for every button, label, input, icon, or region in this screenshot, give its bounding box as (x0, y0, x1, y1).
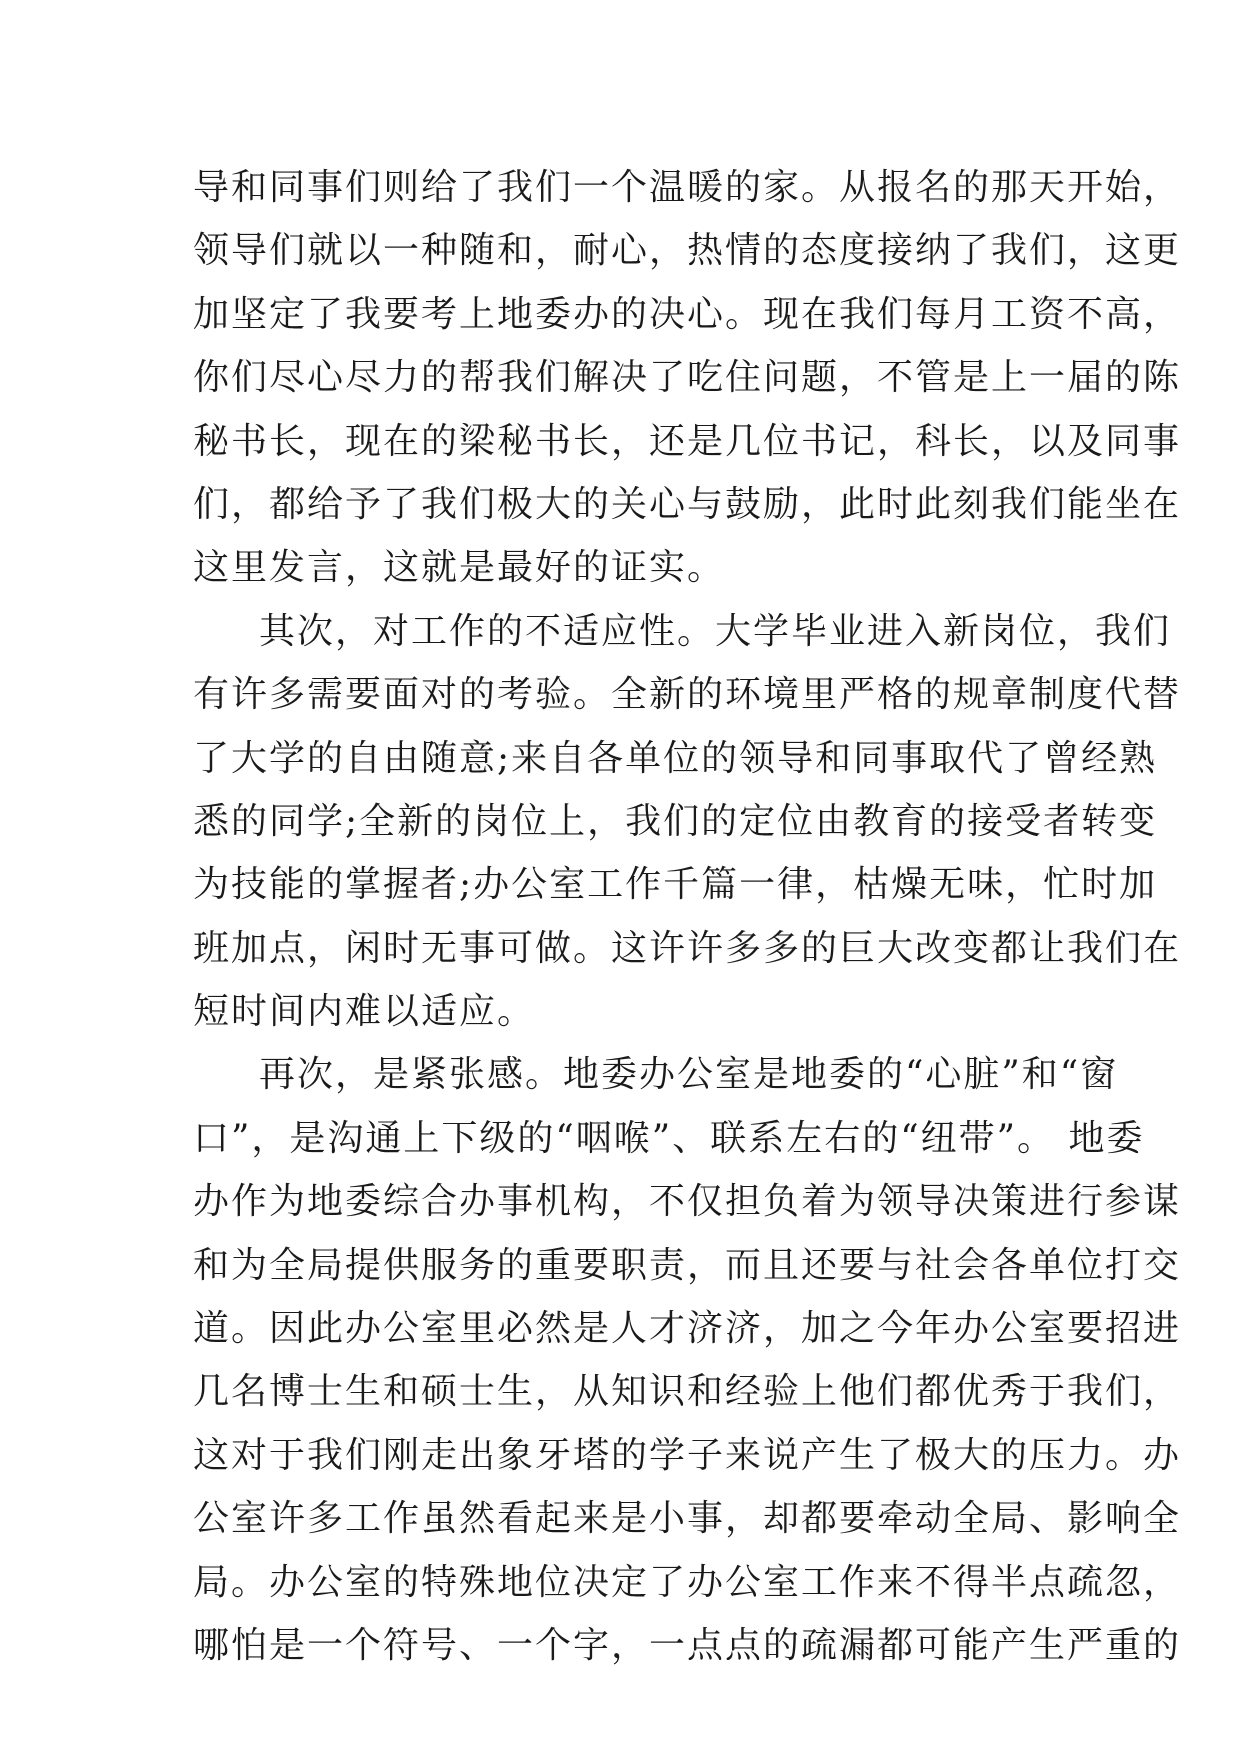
text-line: 这对于我们刚走出象牙塔的学子来说产生了极大的压力。办 (193, 1434, 1182, 1476)
paragraph-start-line: 再次，是紧张感。地委办公室是地委的“心脏”和“窗 (259, 1054, 1119, 1096)
text-line: 短时间内难以适应。 (193, 991, 536, 1033)
text-line: 们，都给予了我们极大的关心与鼓励，此时此刻我们能坐在 (193, 483, 1182, 525)
text-line: 你们尽心尽力的帮我们解决了吃住问题，不管是上一届的陈 (193, 357, 1182, 399)
text-line: 了大学的自由随意;来自各单位的领导和同事取代了曾经熟 (193, 737, 1158, 779)
paragraph-start-line: 其次，对工作的不适应性。大学毕业进入新岗位，我们 (259, 610, 1172, 652)
text-line: 加坚定了我要考上地委办的决心。现在我们每月工资不高， (193, 293, 1182, 335)
text-line: 秘书长，现在的梁秘书长，还是几位书记，科长，以及同事 (193, 420, 1182, 462)
text-line: 口”，是沟通上下级的“咽喉”、联系左右的“纽带”。 地委 (193, 1117, 1145, 1159)
text-line: 哪怕是一个符号、一个字，一点点的疏漏都可能产生严重的 (193, 1624, 1182, 1666)
text-line: 道。因此办公室里必然是人才济济，加之今年办公室要招进 (193, 1308, 1182, 1350)
text-line: 悉的同学;全新的岗位上，我们的定位由教育的接受者转变 (193, 800, 1158, 842)
text-line: 有许多需要面对的考验。全新的环境里严格的规章制度代替 (193, 674, 1182, 716)
text-line: 领导们就以一种随和，耐心，热情的态度接纳了我们，这更 (193, 230, 1182, 272)
text-line: 局。办公室的特殊地位决定了办公室工作来不得半点疏忽， (193, 1561, 1182, 1603)
text-line: 导和同事们则给了我们一个温暖的家。从报名的那天开始， (193, 167, 1182, 208)
text-line: 几名博士生和硕士生，从知识和经验上他们都优秀于我们， (193, 1371, 1182, 1413)
text-line: 为技能的掌握者;办公室工作千篇一律，枯燥无味，忙时加 (193, 864, 1158, 906)
text-line: 办作为地委综合办事机构，不仅担负着为领导决策进行参谋 (193, 1181, 1182, 1223)
text-line: 班加点，闲时无事可做。这许许多多的巨大改变都让我们在 (193, 927, 1182, 969)
text-line: 这里发言，这就是最好的证实。 (193, 547, 726, 589)
text-line: 和为全局提供服务的重要职责，而且还要与社会各单位打交 (193, 1244, 1182, 1286)
body-text (193, 156, 1182, 1677)
text-line: 公室许多工作虽然看起来是小事，却都要牵动全局、影响全 (193, 1498, 1182, 1540)
